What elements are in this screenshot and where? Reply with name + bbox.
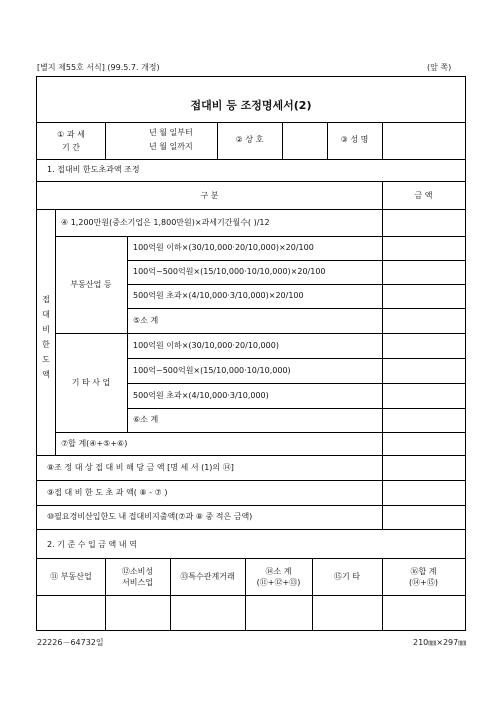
header-subtotal: ⑭소 계 (⑪+⑫+⑬): [256, 567, 301, 587]
form-frame: [36, 76, 466, 631]
header-related-party: ⑬특수관계거래: [180, 572, 235, 581]
other-row-3: 500억원 초과×(4/10,000·3/10,000): [133, 391, 269, 400]
other-subtotal: ⑥소 계: [133, 415, 159, 424]
form-code: 22226－64732일: [37, 638, 104, 647]
section2-title: 2. 기 준 수 입 금 액 내 역: [47, 540, 137, 549]
real-estate-row-1: 100억원 이하×(30/10,000·20/10,000)×20/100: [133, 243, 314, 252]
vertical-label: 접 대 비 한 도 액: [42, 295, 50, 379]
row-8-target-amount: ⑧조 정 대 상 접 대 비 해 당 금 액 [명 세 서 (1)의 ⑭]: [47, 463, 234, 472]
col-category-header: 구 분: [200, 191, 219, 200]
period-label: ① 과 세 기 간: [57, 130, 85, 152]
form-number: [별지 제55호 서식] (99.5.7. 개정): [37, 63, 160, 72]
name-field[interactable]: [383, 123, 464, 158]
other-row-2: 100억~500억원×(15/10,000·10/10,000): [133, 366, 291, 375]
header-other: ⑮기 타: [334, 572, 360, 581]
name-label: ③ 성 명: [340, 135, 369, 144]
form-title: 접대비 등 조정명세서(2): [190, 99, 312, 112]
real-estate-row-2: 100억~500억원×(15/10,000·10/10,000)×20/100: [133, 267, 326, 276]
row-7-total: ⑦합 계(④+⑤+⑥): [61, 439, 128, 448]
real-estate-row-3: 500억원 초과×(4/10,000·3/10,000)×20/100: [133, 291, 304, 300]
col-amount-header: 금 액: [414, 191, 433, 200]
paper-size: 210㎜×297㎜: [413, 638, 467, 647]
header-consumption-service: ⑫소비성 서비스업: [121, 567, 154, 587]
header-real-estate: ⑪ 부동산업: [50, 572, 92, 581]
real-estate-subtotal: ⑤소 계: [133, 316, 159, 325]
section1-title: 1. 접대비 한도초과액 조정: [47, 165, 140, 174]
period-from: 년 월 일부터: [149, 128, 193, 137]
row-9-excess: ⑨접 대 비 한 도 초 과 액( ⑧ - ⑦ ): [47, 488, 168, 497]
company-field[interactable]: [283, 123, 326, 158]
header-total: ⑯합 계 (⑭+⑮): [409, 567, 438, 587]
company-label: ② 상 호: [235, 135, 264, 144]
period-to: 년 월 일까지: [149, 142, 193, 151]
other-row-1: 100억원 이하×(30/10,000·20/10,000): [133, 341, 279, 350]
row-10-deductible: ⑩필요경비산입한도 내 접대비지출액(⑦과 ⑧ 중 적은 금액): [47, 512, 253, 521]
real-estate-label: 부동산업 등: [70, 280, 112, 289]
row-4-base-limit: ④ 1,200만원(중소기업은 1,800만원)×과세기간월수( )/12: [61, 218, 270, 227]
page-side-label: (앞 쪽): [427, 63, 452, 72]
other-business-label: 기 타 사 업: [71, 378, 111, 387]
